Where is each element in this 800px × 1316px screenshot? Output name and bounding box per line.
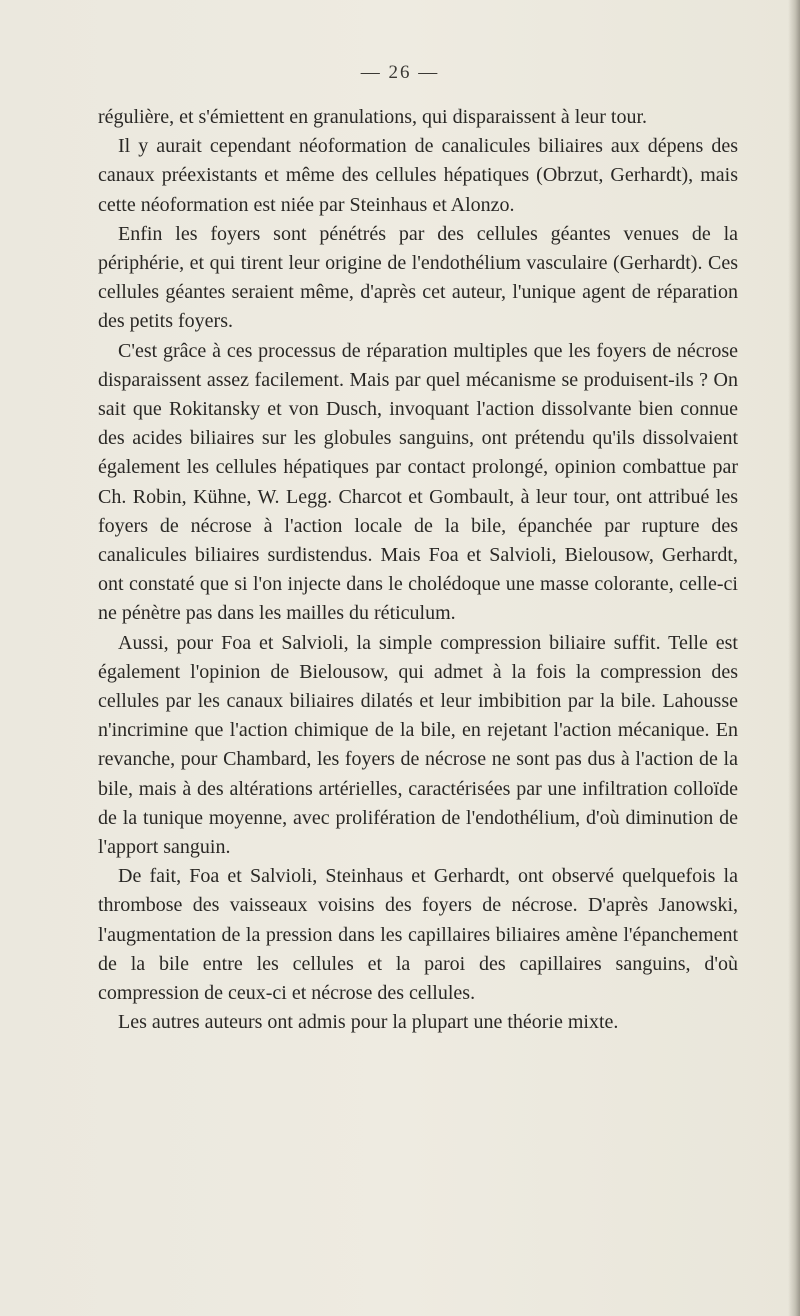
- paragraph-2: Il y aurait cependant néoformation de canalicules biliaires aux dépens des canaux préexistants et même des cellules hépatiques (Obrzut, Gerhardt), mais cette néoformation est niée par Steinhaus et Alonzo.: [98, 135, 738, 216]
- paragraph-3: Enfin les foyers sont pénétrés par des cellules géantes venues de la périphérie, et qui tirent leur origine de l'endothélium vasculaire (Gerhardt). Ces cellules géantes seraient même, d'après cet auteur, l'unique agent de réparation des petits foyers.: [98, 222, 738, 333]
- paragraph-6: De fait, Foa et Salvioli, Steinhaus et Gerhardt, ont observé quelquefois la thrombose des vaisseaux voisins des foyers de nécrose. D'après Janowski, l'augmentation de la pression dans les capillaires biliaires amène l'épanchement de la bile entre les cellules et la paroi des capillaires sanguins, d'où compression de ceux-ci et nécrose des cellules.: [98, 865, 738, 1005]
- paragraph-5: Aussi, pour Foa et Salvioli, la simple compression biliaire suffit. Telle est également l'opinion de Bielousow, qui admet à la fois la compression des cellules par les canaux biliaires dilatés et leur imbibition par la bile. Lahousse n'incrimine que l'action chimique de la bile, en rejetant l'action mécanique. En revanche, pour Chambard, les foyers de nécrose ne sont pas dus à l'action de la bile, mais à des altérations artérielles, caractérisées par une infiltration colloïde de la tunique moyenne, avec prolifération de l'endothélium, d'où diminution de l'apport sanguin.: [98, 631, 738, 859]
- page-number: — 26 —: [360, 62, 440, 83]
- page-edge-shadow: [788, 0, 800, 1316]
- paragraph-4: C'est grâce à ces processus de réparation multiples que les foyers de nécrose disparaissent assez facilement. Mais par quel mécanisme se produisent-ils ? On sait que Rokitansky et von Dusch, invoquant l'action dissolvante bien connue des acides biliaires sur les globules sanguins, ont prétendu qu'ils dissolvaient également les cellules hépatiques par contact prolongé, opinion combattue par Ch. Robin, Kühne, W. Legg. Charcot et Gombault, à leur tour, ont attribué les foyers de nécrose à l'action locale de la bile, épanchée par rupture des canalicules biliaires surdistendus. Mais Foa et Salvioli, Bielousow, Gerhardt, ont constaté que si l'on injecte dans le cholédoque une masse colorante, celle-ci ne pénètre pas dans les mailles du réticulum.: [98, 339, 738, 625]
- paragraph-1: régulière, et s'émiettent en granulations, qui disparaissent à leur tour.: [98, 106, 647, 128]
- body-text: [98, 103, 738, 1038]
- paragraph-7: Les autres auteurs ont admis pour la plupart une théorie mixte.: [118, 1011, 619, 1034]
